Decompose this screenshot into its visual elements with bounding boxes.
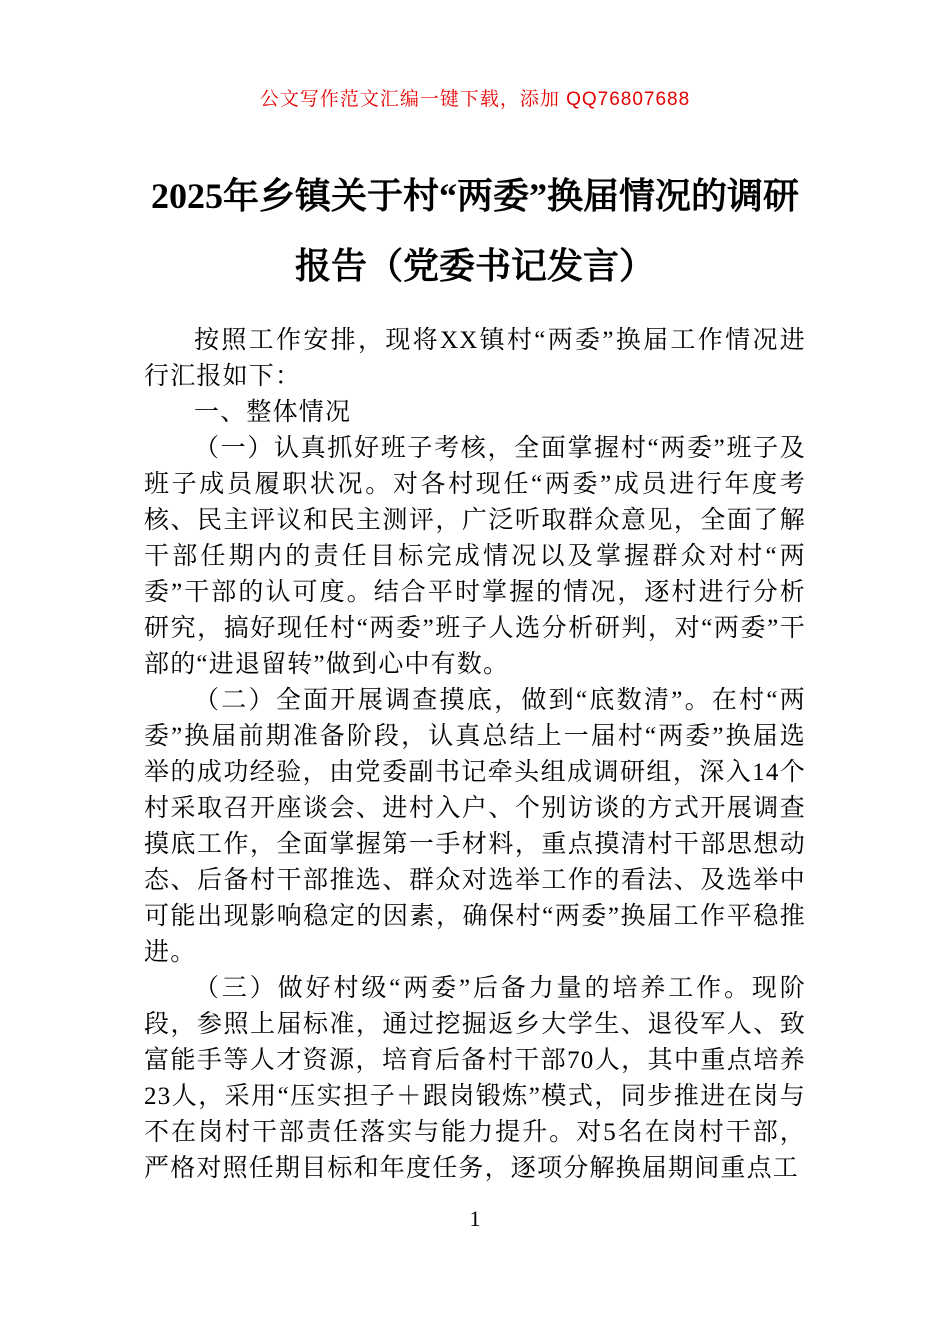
paragraph-item-1: （一）认真抓好班子考核，全面掌握村“两委”班子及班子成员履职状况。对各村现任“两委”成员进行年度考核、民主评议和民主测评，广泛听取群众意见，全面了解干部任期内的责任目标完成情况以及掌握群众对村“两委”干部的认可度。结合平时掌握的情况，逐村进行分析研究，搞好现任村“两委”班子人选分析研判，对“两委”干部的“进退留转”做到心中有数。: [144, 435, 806, 678]
paragraph-item-2: （二）全面开展调查摸底，做到“底数清”。在村“两委”换届前期准备阶段，认真总结上一届村“两委”换届选举的成功经验，由党委副书记牵头组成调研组，深入14个村采取召开座谈会、进村入户、个别访谈的方式开展调查摸底工作，全面掌握第一手材料，重点摸清村干部思想动态、后备村干部推选、群众对选举工作的看法、及选举中可能出现影响稳定的因素，确保村“两委”换届工作平稳推进。: [144, 687, 806, 966]
paragraph-intro: 按照工作安排，现将XX镇村“两委”换届工作情况进行汇报如下：: [144, 327, 806, 390]
document-title: 2025年乡镇关于村“两委”换届情况的调研报告（党委书记发言）: [150, 176, 799, 286]
page-number: 1: [469, 1206, 481, 1231]
promo-banner: 公文写作范文汇编一键下载，添加 QQ76807688: [259, 89, 691, 110]
section-heading-overall-situation: 一、整体情况: [194, 399, 352, 426]
paragraph-item-3: （三）做好村级“两委”后备力量的培养工作。现阶段，参照上届标准，通过挖掘返乡大学生、退役军人、致富能手等人才资源，培育后备村干部70人，其中重点培养23人，采用“压实担子＋跟岗锻炼”模式，同步推进在岗与不在岗村干部责任落实与能力提升。对5名在岗村干部，严格对照任期目标和年度任务，逐项分解换届期间重点工: [144, 975, 806, 1182]
document-body: [144, 323, 806, 1187]
